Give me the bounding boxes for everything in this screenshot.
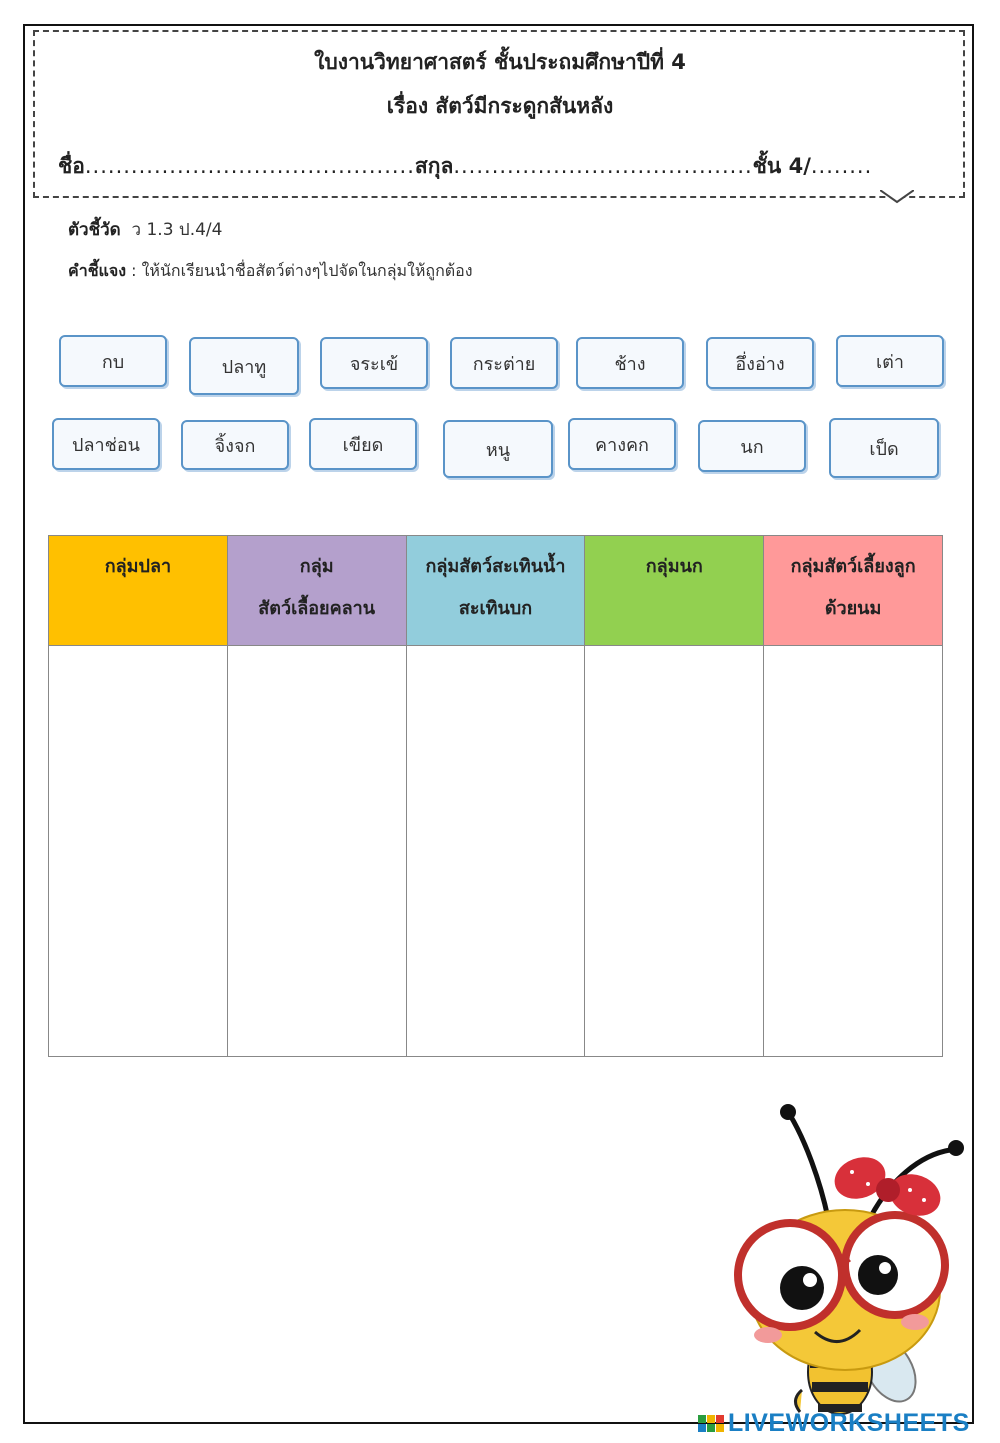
student-info-line [58,150,872,183]
group-drop-zone[interactable] [585,646,763,1056]
animal-chip[interactable]: คางคก [568,418,676,470]
group-drop-zone[interactable] [764,646,942,1056]
group-column [407,536,586,1056]
name-label: ชื่อ [58,154,85,178]
group-header: กลุ่มนก [585,536,763,646]
header-notch [880,190,914,204]
group-header: กลุ่มปลา [49,536,227,646]
surname-field: ....................................... [453,154,753,178]
indicator-value: ว 1.3 ป.4/4 [131,220,223,240]
class-label: ชั้น 4/ [752,154,811,178]
animal-chip[interactable]: ช้าง [576,337,684,389]
instruction-label: คำชี้แจง [68,261,127,280]
classification-table [48,535,943,1057]
animal-chip[interactable]: จิ้งจก [181,420,289,470]
liveworksheets-logo [698,1408,970,1438]
group-header: กลุ่ม สัตว์เลื้อยคลาน [228,536,406,646]
instruction-line [68,259,473,284]
group-drop-zone[interactable] [407,646,585,1056]
animal-chip[interactable]: นก [698,420,806,472]
group-drop-zone[interactable] [228,646,406,1056]
group-column [49,536,228,1056]
animal-chip[interactable]: ปลาช่อน [52,418,160,470]
surname-label: สกุล [414,154,454,178]
worksheet-title: ใบงานวิทยาศาสตร์ ชั้นประถมศึกษาปีที่ 4 [314,50,686,74]
indicator-label: ตัวชี้วัด [68,220,121,240]
animal-chip[interactable]: เต่า [836,335,944,387]
animal-chip[interactable]: หนู [443,420,553,478]
logo-mark-icon [698,1415,724,1432]
animal-chip[interactable]: เป็ด [829,418,939,478]
animal-chip[interactable]: ปลาทู [189,337,299,395]
class-field: ........ [810,154,873,178]
logo-text: LIVEWORKSHEETS [728,1408,970,1437]
bee-mascot-illustration [720,1100,980,1420]
indicator-line [68,216,222,243]
group-header: กลุ่มสัตว์สะเทินน้ำ สะเทินบก [407,536,585,646]
animal-chip[interactable]: เขียด [309,418,417,470]
name-field: ........................................... [84,154,415,178]
instruction-text: : ให้นักเรียนนำชื่อสัตว์ต่างๆไปจัดในกลุ่มให้ถูกต้อง [126,261,473,280]
group-drop-zone[interactable] [49,646,227,1056]
animal-chip[interactable]: อึ่งอ่าง [706,337,814,389]
worksheet-topic: เรื่อง สัตว์มีกระดูกสันหลัง [386,94,614,118]
animal-chip[interactable]: กบ [59,335,167,387]
group-header: กลุ่มสัตว์เลี้ยงลูก ด้วยนม [764,536,942,646]
animal-chip[interactable]: กระต่าย [450,337,558,389]
group-column [228,536,407,1056]
group-column [764,536,942,1056]
group-column [585,536,764,1056]
animal-chip[interactable]: จระเข้ [320,337,428,389]
